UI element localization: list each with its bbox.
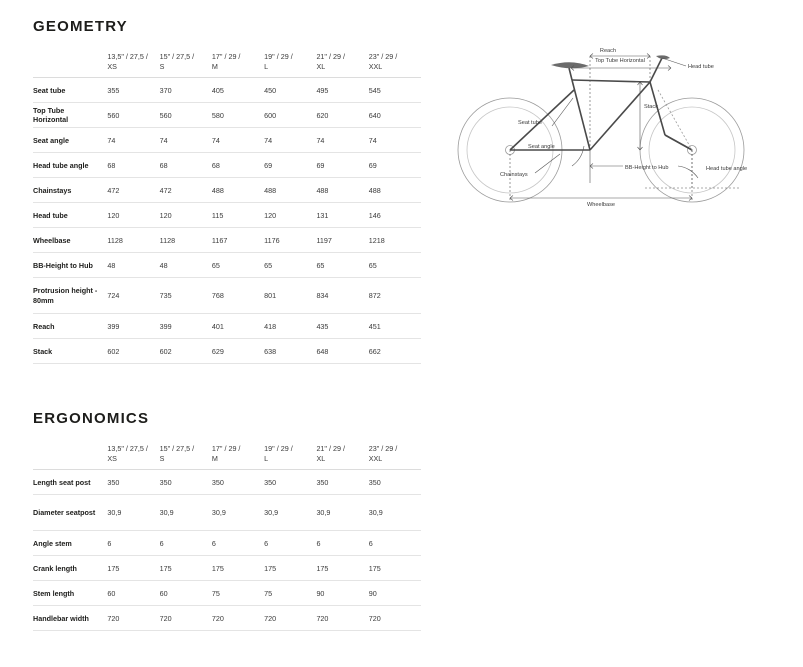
cell-value: 720 bbox=[212, 606, 264, 631]
cell-value: 545 bbox=[369, 78, 421, 103]
column-size-code: XXL bbox=[368, 61, 383, 71]
cell-value: 30,9 bbox=[160, 495, 212, 531]
column-size-code: XXL bbox=[368, 453, 383, 463]
diagram-label-chainstays: Chainstays bbox=[500, 172, 528, 178]
table-row bbox=[33, 78, 421, 103]
cell-value: 735 bbox=[160, 278, 212, 314]
cell-value: 350 bbox=[316, 470, 368, 495]
ergonomics-table-header bbox=[33, 444, 421, 470]
diagram-label-head-tube-angle: Head tube angle bbox=[706, 166, 748, 172]
column-size-code: M bbox=[211, 453, 218, 463]
cell-value: 560 bbox=[107, 103, 159, 128]
cell-value: 30,9 bbox=[316, 495, 368, 531]
cell-value: 662 bbox=[369, 339, 421, 364]
table-row bbox=[33, 228, 421, 253]
cell-value: 68 bbox=[160, 153, 212, 178]
cell-value: 350 bbox=[160, 470, 212, 495]
cell-value: 720 bbox=[107, 606, 159, 631]
diagram-label-top-tube-horizontal: Top Tube Horizontal bbox=[595, 58, 645, 64]
geometry-column-header bbox=[264, 52, 316, 78]
cell-value: 68 bbox=[212, 153, 264, 178]
cell-value: 488 bbox=[369, 178, 421, 203]
cell-value: 75 bbox=[264, 581, 316, 606]
cell-value: 90 bbox=[316, 581, 368, 606]
column-size-label: 23" / 29 / bbox=[368, 52, 398, 61]
cell-value: 30,9 bbox=[107, 495, 159, 531]
cell-value: 638 bbox=[264, 339, 316, 364]
saddle-icon bbox=[551, 62, 589, 68]
cell-value: 768 bbox=[212, 278, 264, 314]
cell-value: 580 bbox=[212, 103, 264, 128]
geometry-column-header bbox=[107, 52, 159, 78]
cell-value: 6 bbox=[369, 531, 421, 556]
table-row bbox=[33, 278, 421, 314]
cell-value: 131 bbox=[316, 203, 368, 228]
cell-value: 120 bbox=[107, 203, 159, 228]
cell-value: 629 bbox=[212, 339, 264, 364]
cell-value: 6 bbox=[107, 531, 159, 556]
row-label: Stem length bbox=[33, 581, 107, 606]
column-size-code: L bbox=[264, 61, 269, 71]
column-size-label: 21" / 29 / bbox=[316, 444, 345, 453]
cell-value: 488 bbox=[264, 178, 316, 203]
table-row bbox=[33, 314, 421, 339]
cell-value: 146 bbox=[369, 203, 421, 228]
table-row bbox=[33, 128, 421, 153]
ergonomics-column-header bbox=[107, 444, 159, 470]
column-size-code: L bbox=[264, 453, 269, 463]
geometry-column-header bbox=[212, 52, 264, 78]
row-label: Angle stem bbox=[33, 531, 107, 556]
row-label: Head tube angle bbox=[33, 153, 107, 178]
geometry-column-header bbox=[160, 52, 212, 78]
cell-value: 60 bbox=[107, 581, 159, 606]
row-label: Reach bbox=[33, 314, 107, 339]
cell-value: 720 bbox=[160, 606, 212, 631]
row-label: Seat angle bbox=[33, 128, 107, 153]
cell-value: 355 bbox=[107, 78, 159, 103]
ergonomics-column-header bbox=[212, 444, 264, 470]
ergonomics-column-header bbox=[316, 444, 368, 470]
row-label: Handlebar width bbox=[33, 606, 107, 631]
column-size-code: XS bbox=[107, 453, 117, 463]
diagram-label-seat-angle: Seat angle bbox=[528, 144, 555, 150]
cell-value: 175 bbox=[212, 556, 264, 581]
cell-value: 488 bbox=[316, 178, 368, 203]
cell-value: 1218 bbox=[369, 228, 421, 253]
frame-outline-icon bbox=[510, 58, 692, 150]
cell-value: 6 bbox=[264, 531, 316, 556]
column-size-code: S bbox=[159, 61, 165, 71]
geometry-column-header bbox=[369, 52, 421, 78]
cell-value: 418 bbox=[264, 314, 316, 339]
ergonomics-header-blank bbox=[33, 444, 107, 470]
row-label: Top Tube Horizontal bbox=[33, 103, 107, 128]
cell-value: 602 bbox=[160, 339, 212, 364]
ergonomics-table bbox=[33, 444, 421, 631]
row-label: Length seat post bbox=[33, 470, 107, 495]
cell-value: 65 bbox=[316, 253, 368, 278]
cell-value: 405 bbox=[212, 78, 264, 103]
cell-value: 65 bbox=[264, 253, 316, 278]
table-row bbox=[33, 531, 421, 556]
row-label: Head tube bbox=[33, 203, 107, 228]
table-row bbox=[33, 606, 421, 631]
cell-value: 69 bbox=[264, 153, 316, 178]
geometry-table bbox=[33, 52, 421, 364]
cell-value: 640 bbox=[369, 103, 421, 128]
cell-value: 1197 bbox=[316, 228, 368, 253]
cell-value: 48 bbox=[107, 253, 159, 278]
cell-value: 74 bbox=[212, 128, 264, 153]
cell-value: 120 bbox=[160, 203, 212, 228]
cell-value: 30,9 bbox=[212, 495, 264, 531]
table-row bbox=[33, 153, 421, 178]
cell-value: 401 bbox=[212, 314, 264, 339]
cell-value: 435 bbox=[316, 314, 368, 339]
page-title-geometry: GEOMETRY bbox=[33, 18, 128, 35]
cell-value: 6 bbox=[316, 531, 368, 556]
ergonomics-column-header bbox=[264, 444, 316, 470]
cell-value: 1128 bbox=[107, 228, 159, 253]
row-label: Seat tube bbox=[33, 78, 107, 103]
cell-value: 720 bbox=[264, 606, 316, 631]
column-size-code: XL bbox=[316, 453, 326, 463]
column-size-code: M bbox=[211, 61, 218, 71]
geometry-header-blank bbox=[33, 52, 107, 78]
cell-value: 724 bbox=[107, 278, 159, 314]
cell-value: 370 bbox=[160, 78, 212, 103]
cell-value: 872 bbox=[369, 278, 421, 314]
cell-value: 65 bbox=[369, 253, 421, 278]
cell-value: 68 bbox=[107, 153, 159, 178]
table-row bbox=[33, 103, 421, 128]
column-size-label: 13,5" / 27,5 / bbox=[107, 444, 148, 453]
cell-value: 175 bbox=[264, 556, 316, 581]
cell-value: 720 bbox=[369, 606, 421, 631]
cell-value: 48 bbox=[160, 253, 212, 278]
cell-value: 175 bbox=[107, 556, 159, 581]
table-row bbox=[33, 581, 421, 606]
row-label: Protrusion height - 80mm bbox=[33, 278, 107, 314]
cell-value: 74 bbox=[160, 128, 212, 153]
cell-value: 74 bbox=[369, 128, 421, 153]
column-size-label: 13,5" / 27,5 / bbox=[107, 52, 148, 61]
ergonomics-column-header bbox=[369, 444, 421, 470]
row-label: Wheelbase bbox=[33, 228, 107, 253]
cell-value: 69 bbox=[316, 153, 368, 178]
diagram-label-reach: Reach bbox=[599, 48, 617, 54]
cell-value: 600 bbox=[264, 103, 316, 128]
cell-value: 115 bbox=[212, 203, 264, 228]
table-row bbox=[33, 495, 421, 531]
cell-value: 399 bbox=[160, 314, 212, 339]
cell-value: 399 bbox=[107, 314, 159, 339]
cell-value: 1167 bbox=[212, 228, 264, 253]
row-label: Diameter seatpost bbox=[33, 495, 107, 531]
cell-value: 120 bbox=[264, 203, 316, 228]
cell-value: 1128 bbox=[160, 228, 212, 253]
diagram-label-wheelbase: Wheelbase bbox=[587, 202, 615, 208]
cell-value: 30,9 bbox=[369, 495, 421, 531]
column-size-label: 15" / 27,5 / bbox=[159, 444, 195, 453]
cell-value: 350 bbox=[107, 470, 159, 495]
row-label: Stack bbox=[33, 339, 107, 364]
table-row bbox=[33, 203, 421, 228]
cell-value: 90 bbox=[369, 581, 421, 606]
cell-value: 175 bbox=[369, 556, 421, 581]
diagram-label-seat-tube: Seat tube bbox=[518, 120, 542, 126]
cell-value: 75 bbox=[212, 581, 264, 606]
column-size-label: 15" / 27,5 / bbox=[159, 52, 195, 61]
table-row bbox=[33, 339, 421, 364]
column-size-code: S bbox=[159, 453, 165, 463]
cell-value: 30,9 bbox=[264, 495, 316, 531]
cell-value: 602 bbox=[107, 339, 159, 364]
cell-value: 560 bbox=[160, 103, 212, 128]
measurement-lines-icon bbox=[510, 54, 740, 203]
cell-value: 350 bbox=[212, 470, 264, 495]
column-size-label: 21" / 29 / bbox=[316, 52, 345, 61]
cell-value: 834 bbox=[316, 278, 368, 314]
cell-value: 488 bbox=[212, 178, 264, 203]
cell-value: 350 bbox=[264, 470, 316, 495]
diagram-label-head-tube: Head tube bbox=[688, 64, 714, 70]
table-row bbox=[33, 470, 421, 495]
cell-value: 175 bbox=[160, 556, 212, 581]
diagram-label-bb-height-to-hub: BB-Height to Hub bbox=[625, 165, 669, 171]
cell-value: 720 bbox=[316, 606, 368, 631]
cell-value: 74 bbox=[316, 128, 368, 153]
cell-value: 1176 bbox=[264, 228, 316, 253]
cell-value: 74 bbox=[264, 128, 316, 153]
cell-value: 6 bbox=[160, 531, 212, 556]
cell-value: 60 bbox=[160, 581, 212, 606]
row-label: Crank length bbox=[33, 556, 107, 581]
table-row bbox=[33, 556, 421, 581]
geometry-column-header bbox=[316, 52, 368, 78]
column-size-label: 17" / 29 / bbox=[211, 52, 241, 61]
column-size-label: 19" / 29 / bbox=[264, 52, 293, 61]
cell-value: 175 bbox=[316, 556, 368, 581]
cell-value: 6 bbox=[212, 531, 264, 556]
column-size-label: 19" / 29 / bbox=[264, 444, 293, 453]
column-size-code: XL bbox=[316, 61, 326, 71]
bike-geometry-diagram bbox=[440, 38, 785, 208]
table-row bbox=[33, 253, 421, 278]
cell-value: 350 bbox=[369, 470, 421, 495]
cell-value: 451 bbox=[369, 314, 421, 339]
table-row bbox=[33, 178, 421, 203]
row-label: BB-Height to Hub bbox=[33, 253, 107, 278]
diagram-label-stack: Stack bbox=[644, 104, 658, 110]
column-size-label: 23" / 29 / bbox=[368, 444, 398, 453]
cell-value: 450 bbox=[264, 78, 316, 103]
cell-value: 65 bbox=[212, 253, 264, 278]
ergonomics-column-header bbox=[160, 444, 212, 470]
cell-value: 648 bbox=[316, 339, 368, 364]
cell-value: 801 bbox=[264, 278, 316, 314]
column-size-code: XS bbox=[107, 61, 117, 71]
cell-value: 472 bbox=[107, 178, 159, 203]
cell-value: 620 bbox=[316, 103, 368, 128]
column-size-label: 17" / 29 / bbox=[211, 444, 241, 453]
cell-value: 472 bbox=[160, 178, 212, 203]
geometry-table-header bbox=[33, 52, 421, 78]
page-title-ergonomics: ERGONOMICS bbox=[33, 410, 150, 427]
cell-value: 69 bbox=[369, 153, 421, 178]
cell-value: 74 bbox=[107, 128, 159, 153]
row-label: Chainstays bbox=[33, 178, 107, 203]
cell-value: 495 bbox=[316, 78, 368, 103]
